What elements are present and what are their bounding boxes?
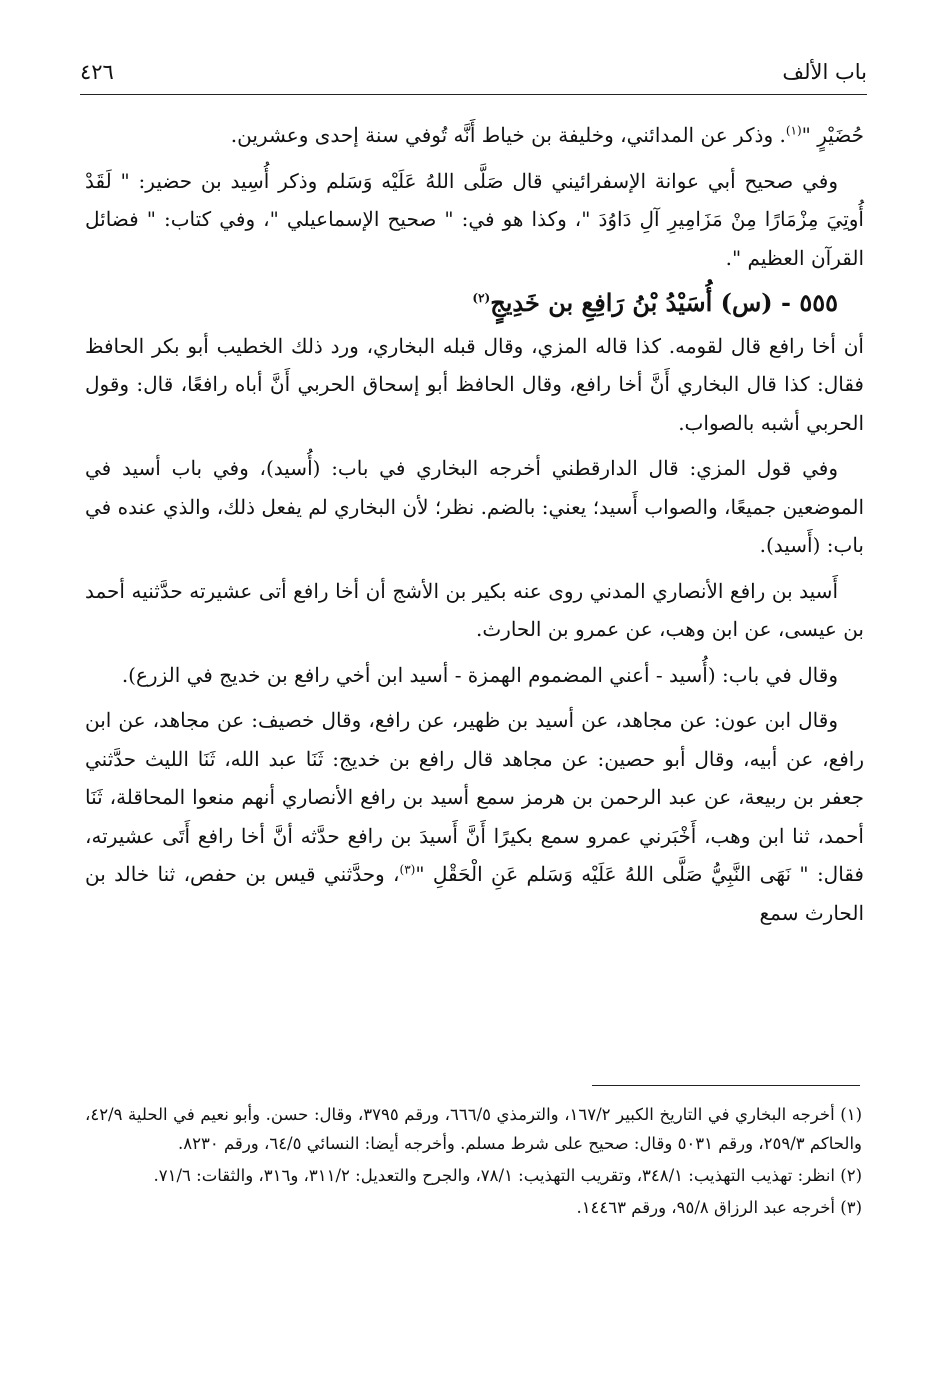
footnote: (٣) أخرجه عبد الرزاق ٩٥/٨، ورقم ١٤٤٦٣. [576,1198,862,1217]
paragraph: وفي قول المزي: قال الدارقطني أخرجه البخاري في باب: (أُسيد)، وفي باب أسيد في الموضعين جميعًا، والصواب أَسيد؛ يعني: بالضم. نظر؛ لأن البخاري لم يفعل ذلك، والذي عنده في باب: (أَسيد). [85,456,864,557]
paragraph: أَسيد بن رافع الأنصاري المدني روى عنه بكير بن الأشج أن أخا رافع أتى عشيرته حدَّثنيه أحمد بن عيسى، عن ابن وهب، عن عمرو بن الحارث. [85,578,864,641]
footnote: (٢) انظر: تهذيب التهذيب: ٣٤٨/١، وتقريب التهذيب: ٧٨/١، والجرح والتعديل: ٣١١/٢، و٣١٦، والثقات: ٧١/٦. [153,1166,862,1185]
main-text [85,116,864,939]
entry-heading [85,284,864,323]
footnote: (١) أخرجه البخاري في التاريخ الكبير ١٦٧/٢، والترمذي ٦٦٦/٥، ورقم ٣٧٩٥، وقال: حسن. وأبو نعيم في الحلية ٤٢/٩، والحاكم ٢٥٩/٣، ورقم ٥٠٣١ وقال: صحيح على شرط مسلم. وأخرجه أيضا: النسائي ٦٤/٥، ورقم ٨٢٣٠. [85,1105,862,1153]
chapter-title: باب الألف [782,60,867,84]
paragraph-text: ، وحدَّثني قيس بن حفص، ثنا خالد بن الحارث سمع [85,862,864,925]
page-number: ٤٢٦ [80,60,114,84]
paragraph: أن أخا رافع قال لقومه. كذا قاله المزي، وقال قبله البخاري، ورد ذلك الخطيب أبو بكر الحافظ فقال: كذا قال البخاري أَنَّ أخا رافع، وقال الحافظ أبو إسحاق الحربي أَنَّ أباه رافعًا، قال: وقول الحربي أشبه بالصواب. [85,333,864,435]
footnotes [85,1100,862,1225]
running-header [80,58,867,95]
footnote-divider [592,1085,860,1086]
paragraph-text: وقال ابن عون: عن مجاهد، عن أسيد بن ظهير، عن رافع، وقال خصيف: عن مجاهد، عن ابن رافع، عن أبيه، وقال أبو حصين: عن مجاهد قال رافع بن خديج: ثَنَا عبد الله، ثَنَا الليث حدَّثني جعفر بن ربيعة، عن عبد الرحمن بن هرمز سمع أسيد بن رافع الأنصاري أنهم منعوا المحاقلة، ثَنَا أحمد، ثنا ابن وهب، أَخْبَرني عمرو سمع بكيرًا أَنَّ أَسيدَ بن رافع حدَّثه أنَّ أخا رافع أَتَى عشيرته، فقال: " نَهَى النَّبِيُّ صَلَّى اللهُ عَلَيْه وَسَلم عَنِ الْحَقْلِ " [85,708,864,886]
footnote-ref: (٣) [399,862,416,877]
entry-number: ٥٥٥ [799,288,838,317]
paragraph [85,701,864,932]
entry-title: - (س) أُسَيْدُ بْنُ رَافِعِ بن خَدِيجٍ [490,288,791,317]
paragraph-text: حُضَيْرٍ " [801,123,864,147]
paragraph: وفي صحيح أبي عوانة الإسفرائيني قال صَلَّى اللهُ عَلَيْه وَسَلم وذكر أُسِيد بن حضير: " لَقَدْ أُوتِيَ مِزْمَارًا مِنْ مَزَامِيرِ آلِ دَاوُدَ "، وكذا هو في: " صحيح الإسماعيلي "، وفي كتاب: " فضائل القرآن العظيم ". [85,168,864,270]
paragraph [85,116,864,155]
paragraph: وقال في باب: (أُسيد - أعني المضموم الهمزة - أسيد ابن أخي رافع بن خديج في الزرع). [121,662,838,687]
footnote-ref: (١) [785,123,802,138]
footnote-ref: (٢) [472,291,491,305]
paragraph-text: . وذكر عن المدائني، وخليفة بن خياط أَنَّه تُوفي سنة إحدى وعشرين. [230,123,786,147]
